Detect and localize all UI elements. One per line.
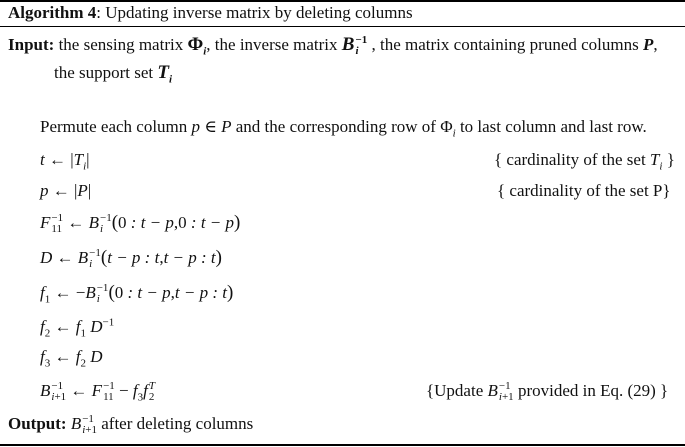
step-F11: F −1 11 ← B −1 i (0 : t − p,0 : t − p) — [40, 212, 241, 236]
step-p-assign: p ← |P| — [40, 181, 92, 200]
step-B-update: B −1 i+1 ← F −1 11 − $f_3f$ T 2 — [40, 380, 155, 404]
comment-t: { cardinality of the set $T_i$ } — [494, 150, 675, 173]
inverse-matrix-symbol: B — [341, 34, 355, 55]
input-text-2: , the inverse matrix — [206, 35, 342, 54]
input-text-3: , the matrix containing pruned columns — [367, 35, 643, 54]
algorithm-label: Algorithm 4 — [8, 3, 97, 22]
input-text-1: the sensing matrix — [54, 35, 188, 54]
step-f2: $f_2$ ← $f_1$ $D^{-1}$ — [40, 316, 115, 340]
output-line: Output: B −1 i+1 after deleting columns — [8, 413, 254, 437]
permute-text-2: and the corresponding row of — [231, 117, 441, 136]
input-line-1: Input: the sensing matrix $\Phi_i$, the inverse matrix B −1 i , the matrix containing pruned columns P, — [8, 34, 658, 58]
input-text-4: , — [653, 35, 658, 54]
step-f3: $f_3$ ← $f_2$ D — [40, 347, 103, 370]
input-label: Input: — [8, 35, 55, 54]
comment-p-text: { cardinality of the set P} — [497, 181, 671, 200]
comment-t-pre: { cardinality of the set — [494, 150, 650, 169]
step-t-assign: t ← $|T_i|$ — [40, 150, 90, 173]
comment-update-pre: {Update — [426, 381, 488, 400]
pruned-matrix-symbol: P — [642, 35, 654, 54]
comment-t-post: } — [662, 150, 675, 169]
p-in-P: p — [191, 117, 201, 136]
algorithm-title-text: : Updating inverse matrix by deleting columns — [96, 3, 413, 22]
input-text-5: the support set — [54, 63, 158, 82]
title-rule — [0, 26, 685, 27]
support-set-symbol: T — [157, 62, 170, 83]
output-label: Output: — [8, 414, 67, 433]
step-permute: Permute each column p ∈ P and the corresponding row of $\Phi_i$ to last column and last row. — [40, 117, 647, 140]
input-line-2: the support set $T_i$ — [54, 62, 173, 86]
step-D: D ← B −1 i (t − p : t,t − p : t) — [40, 247, 222, 271]
comment-p — [497, 180, 671, 202]
sensing-matrix-symbol: Φ — [187, 34, 204, 55]
permute-text-3: to last column and last row. — [455, 117, 647, 136]
comment-update: {Update B −1 i+1 provided in Eq. (29) } — [426, 380, 669, 404]
phi-i: Φ — [440, 117, 453, 136]
permute-text-1: Permute each column — [40, 117, 192, 136]
bottom-rule — [0, 444, 685, 446]
step-f1: $f_1$ ← −B −1 i (0 : t − p,t − p : t) — [40, 282, 234, 306]
algorithm-title — [8, 2, 413, 24]
comment-update-post: provided in Eq. (29) } — [513, 381, 669, 400]
output-text: after deleting columns — [97, 414, 254, 433]
